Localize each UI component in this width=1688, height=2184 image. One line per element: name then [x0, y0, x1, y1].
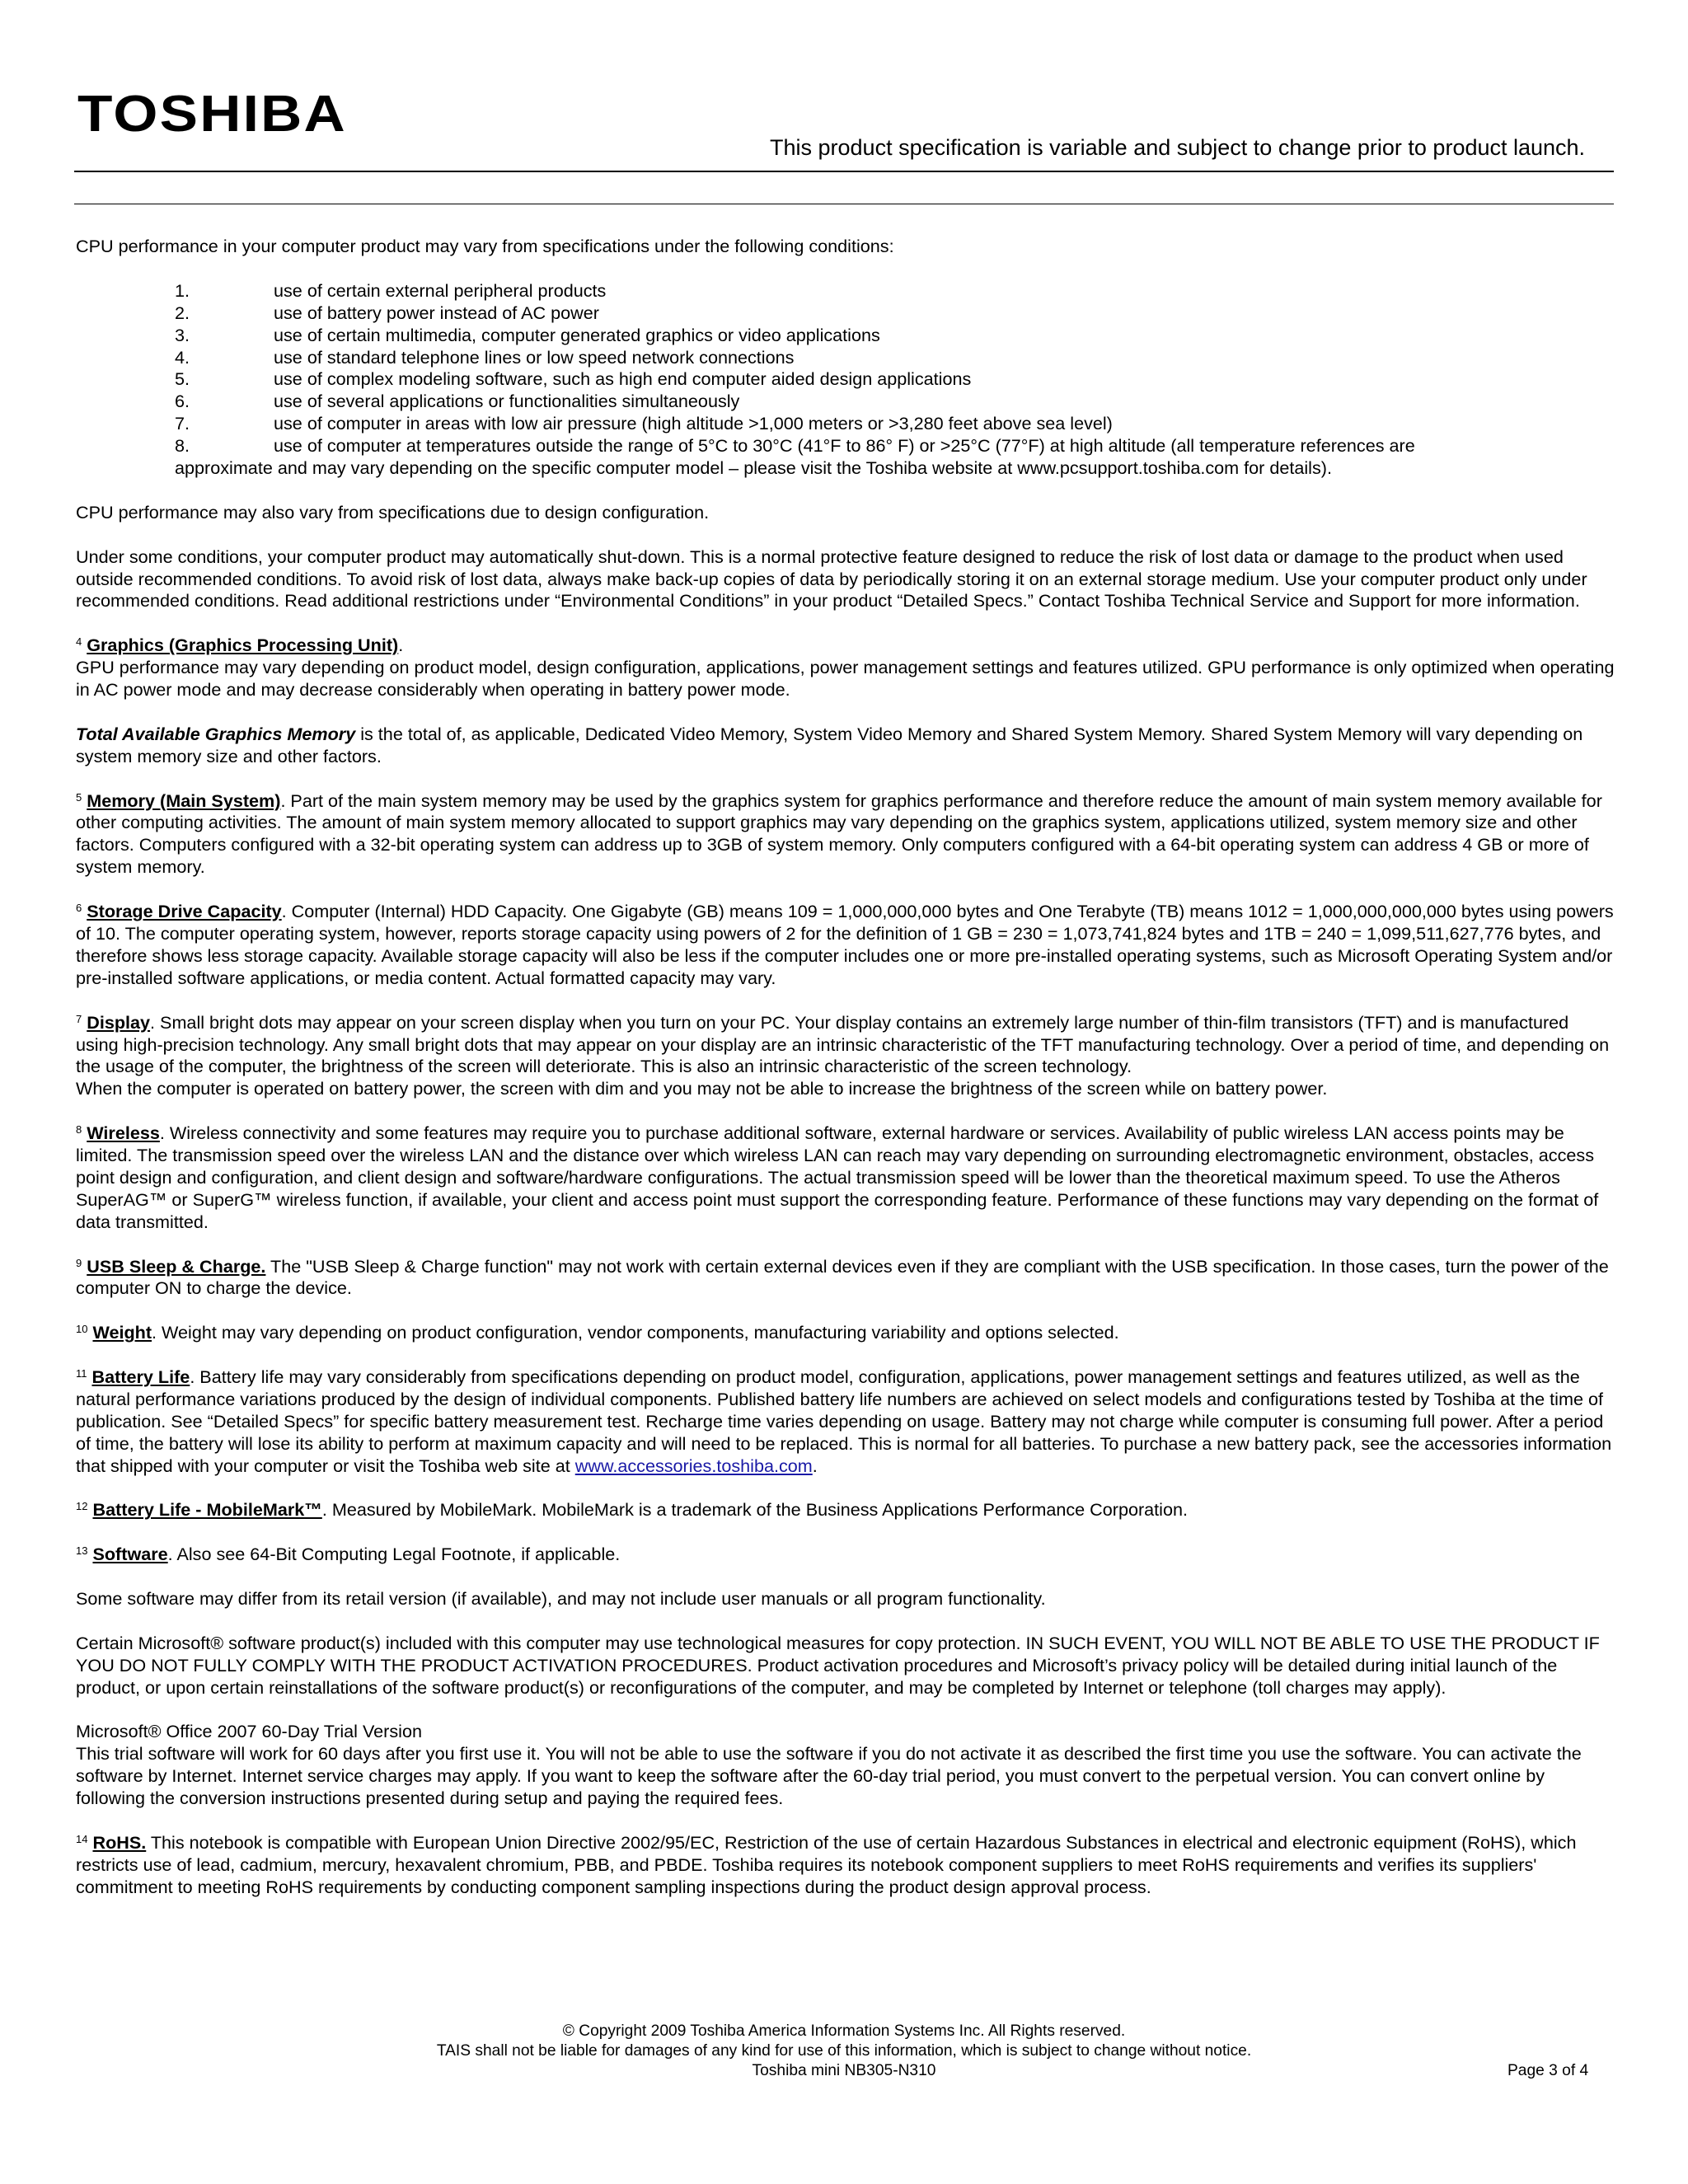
- list-text: use of battery power instead of AC power: [274, 302, 599, 323]
- footnote-heading: Battery Life: [91, 1366, 190, 1388]
- footnote-number: 6: [76, 902, 82, 915]
- footnote-body: . Also see 64-Bit Computing Legal Footnote, if applicable.: [167, 1544, 621, 1565]
- wireless-footnote: [76, 1122, 1615, 1234]
- list-item: [76, 391, 1615, 413]
- shutdown-note: Under some conditions, your computer product may automatically shut-down. This is a normal protective feature designed to reduce the risk of lost data or damage to the product when used outside recommended conditions. To avoid risk of lost data, always make back-up copies of data by periodically storing it on an external storage medium. Use your computer product only under recommended conditions. Read additional restrictions under “Environmental Conditions” in your product “Detailed Specs.” Contact Toshiba Technical Service and Support for more information.: [76, 546, 1587, 612]
- list-text: use of certain multimedia, computer generated graphics or video applications: [274, 324, 880, 345]
- list-number: 5.: [175, 368, 190, 390]
- disclaimer-line: TAIS shall not be liable for damages of any kind for use of this information, which is subject to change without notice.: [436, 2042, 1252, 2060]
- document-body: [76, 236, 1615, 1921]
- footnote-heading: RoHS.: [92, 1831, 147, 1853]
- toshiba-logo: TOSHIBA: [77, 86, 347, 143]
- footnote-heading: Wireless: [87, 1122, 160, 1144]
- footnote-punct: .: [812, 1455, 818, 1476]
- footnote-heading: USB Sleep & Charge.: [87, 1255, 266, 1277]
- list-number: 1.: [175, 279, 190, 301]
- footnote-body: This notebook is compatible with European Union Directive 2002/95/EC, Restriction of the use of certain Hazardous Substances in electrical and electronic equipment (RoHS), which restricts use of lead, cadmium, mercury, hexavalent chromium, PBB, and PBDE. Toshiba requires its notebook component suppliers to meet RoHS requirements and verifies its suppliers' commitment to meeting RoHS requirements by conducting component sampling inspections during the product design approval process.: [76, 1831, 1577, 1897]
- display-footnote: [76, 1012, 1615, 1101]
- storage-footnote: [76, 901, 1615, 990]
- cpu-intro: CPU performance in your computer product may vary from specifications under the following conditions:: [76, 236, 894, 256]
- list-number: 8.: [175, 435, 190, 457]
- footnote-number: 14: [76, 1832, 88, 1845]
- battery-footnote: [76, 1366, 1615, 1478]
- list-text: use of standard telephone lines or low speed network connections: [274, 346, 795, 368]
- header-note: This product specification is variable and subject to change prior to product launch.: [770, 135, 1586, 160]
- list-number: 4.: [175, 346, 190, 368]
- footnote-number: 8: [76, 1123, 82, 1137]
- footnote-number: 13: [76, 1544, 88, 1558]
- list-item: [76, 435, 1615, 457]
- list-item: [76, 302, 1615, 325]
- trial-body: This trial software will work for 60 days after you first use it. You will not be able to use the software if you do not activate it as described the first time you use the software. You can activate the software by Internet. Internet service charges may apply. If you want to keep the software after the 60-day trial period, you must convert to the perpetual version. You can convert online by following the conversion instructions presented during setup and paying the required fees.: [76, 1743, 1582, 1809]
- office-trial-note: [76, 1721, 1615, 1810]
- software-footnote: [76, 1544, 1615, 1566]
- footnote-number: 11: [76, 1367, 87, 1380]
- footnote-body: . Weight may vary depending on product configuration, vendor components, manufacturing variability and options selected.: [152, 1322, 1119, 1343]
- memory-footnote: [76, 790, 1615, 879]
- list-number: 6.: [175, 391, 190, 412]
- footnote-number: 7: [76, 1012, 82, 1025]
- footnote-heading: Graphics (Graphics Processing Unit): [87, 635, 399, 656]
- list-number: 3.: [175, 324, 190, 345]
- cpu-conditions-list: [76, 280, 1615, 480]
- footnote-heading: Battery Life - MobileMark™: [92, 1499, 322, 1521]
- term-label: Total Available Graphics Memory: [76, 723, 356, 744]
- copyright-line: © Copyright 2009 Toshiba America Information Systems Inc. All Rights reserved.: [562, 2022, 1126, 2040]
- list-text: use of computer in areas with low air pressure (high altitude >1,000 meters or >3,280 feet above sea level): [274, 413, 1113, 434]
- footnote-heading: Weight: [92, 1322, 152, 1343]
- footnote-number: 5: [76, 790, 82, 804]
- rohs-footnote: [76, 1832, 1615, 1899]
- list-number: 7.: [175, 413, 190, 434]
- mobilemark-footnote: [76, 1499, 1615, 1521]
- footnote-body: GPU performance may vary depending on product model, design configuration, applications, power management settings and features utilized. GPU performance is only optimized when operating in AC power mode and may decrease considerably when operating in battery power mode.: [76, 657, 1615, 701]
- list-item: [76, 325, 1615, 347]
- list-number: 2.: [175, 302, 190, 323]
- list-text: use of certain external peripheral products: [274, 279, 607, 301]
- cpu-design-note: CPU performance may also vary from specifications due to design configuration.: [76, 501, 710, 523]
- footnote-heading: Memory (Main System): [87, 790, 281, 811]
- footnote-number: 10: [76, 1323, 88, 1336]
- usb-footnote: [76, 1256, 1615, 1301]
- footnote-heading: Storage Drive Capacity: [87, 901, 282, 922]
- list-text: use of complex modeling software, such as high end computer aided design applications: [274, 368, 972, 390]
- footnote-body: . Battery life may vary considerably from specifications depending on product model, configuration, applications, power management settings and features utilized, as well as the natural performance variations produced by the design of individual components. Published battery life numbers are achieved on select models and configurations tested by Toshiba at the time of publication. See “Detailed Specs” for specific battery measurement test. Recharge time varies depending on usage. Battery may not charge while computer is consuming full power. After a period of time, the battery will lose its ability to perform at maximum capacity and will need to be replaced. This is normal for all batteries. To purchase a new battery pack, see the accessories information that shipped with your computer or visit the Toshiba web site at: [76, 1366, 1612, 1476]
- footnote-body: . Measured by MobileMark. MobileMark is a trademark of the Business Applications Performance Corporation.: [321, 1499, 1188, 1521]
- list-item: [76, 280, 1615, 302]
- list-text: use of several applications or functionalities simultaneously: [274, 391, 740, 412]
- header-rule: [74, 171, 1614, 172]
- footnote-number: 9: [76, 1256, 82, 1269]
- accessories-link[interactable]: www.accessories.toshiba.com: [574, 1455, 813, 1476]
- trial-title: Microsoft® Office 2007 60-Day Trial Version: [76, 1721, 422, 1742]
- list-item: [76, 347, 1615, 369]
- footnote-body: . Small bright dots may appear on your screen display when you turn on your PC. Your display contains an extremely large number of thin-film transistors (TFT) and is manufactured using high-precision technology. Any small bright dots that may appear on your display are an intrinsic characteristic of the TFT manufacturing technology. Over a period of time, and depending on the usage of the computer, the brightness of the screen will deteriorate. This is also an intrinsic characteristic of the screen technology.: [76, 1011, 1610, 1077]
- footnote-heading: Software: [92, 1544, 168, 1565]
- footnote-body: The "USB Sleep & Charge function" may not work with certain external devices even if they are compliant with the USB specification. In those cases, turn the power of the computer ON to charge the device.: [76, 1255, 1609, 1299]
- footnote-body: . Part of the main system memory may be used by the graphics system for graphics performance and therefore reduce the amount of main system memory available for other computing activities. The amount of main system memory allocated to support graphics may vary depending on the graphics system, applications utilized, system memory size and other factors. Computers configured with a 32-bit operating system can address up to 3GB of system memory. Only computers configured with a 64-bit operating system can address 4 GB or more of system memory.: [76, 790, 1602, 878]
- software-activation-note: Certain Microsoft® software product(s) included with this computer may use technological measures for copy protection. IN SUCH EVENT, YOU WILL NOT BE ABLE TO USE THE PRODUCT IF YOU DO NOT FULLY COMPLY WITH THE PRODUCT ACTIVATION PROCEDURES. Product activation procedures and Microsoft’s privacy policy will be detailed during initial launch of the product, or upon certain reinstallations of the software product(s) or reconfigurations of the computer, and may be completed by Internet or telephone (toll charges may apply).: [76, 1632, 1600, 1698]
- footnote-body-2: When the computer is operated on battery power, the screen with dim and you may not be able to increase the brightness of the screen while on battery power.: [76, 1078, 1328, 1099]
- page-footer: [0, 2022, 1688, 2081]
- graphics-memory-note: [76, 724, 1615, 768]
- footnote-number: 12: [76, 1500, 88, 1513]
- term-body: is the total of, as applicable, Dedicated Video Memory, System Video Memory and Shared System Memory. Shared System Memory will vary depending on system memory size and other factors.: [76, 723, 1583, 766]
- list-text: use of computer at temperatures outside the range of 5°C to 30°C (41°F to 86° F) or >25°C (77°F) at high altitude (all temperature references are: [274, 435, 1415, 457]
- footnote-body: . Computer (Internal) HDD Capacity. One Gigabyte (GB) means 109 = 1,000,000,000 bytes and One Terabyte (TB) means 1012 = 1,000,000,000,000 bytes using powers of 10. The computer operating system, however, reports storage capacity using powers of 2 for the definition of 1 GB = 230 = 1,073,741,824 bytes and 1TB = 240 = 1,099,511,627,776 bytes, and therefore shows less storage capacity. Available storage capacity will also be less if the computer includes one or more pre-installed operating systems, such as Microsoft Operating System and/or pre-installed software applications, or media content. Actual formatted capacity may vary.: [76, 901, 1614, 988]
- graphics-footnote: [76, 635, 1615, 701]
- list-item-continuation: approximate and may vary depending on the specific computer model – please visit the Toshiba website at www.pcsupport.toshiba.com for details).: [175, 457, 1332, 479]
- model-line: Toshiba mini NB305-N310: [752, 2062, 936, 2079]
- footnote-number: 4: [76, 635, 82, 649]
- footnote-body: . Wireless connectivity and some features may require you to purchase additional software, external hardware or services. Availability of public wireless LAN access points may be limited. The transmission speed over the wireless LAN and the distance over which wireless LAN can reach may vary depending on surrounding electromagnetic environment, obstacles, access point design and configuration, and client design and software/hardware configurations. The actual transmission speed will be lower than the theoretical maximum speed. To use the Atheros SuperAG™ or SuperG™ wireless function, if available, your client and access point must support the corresponding feature. Performance of these functions may vary depending on the format of data transmitted.: [76, 1122, 1599, 1232]
- weight-footnote: [76, 1322, 1615, 1344]
- list-item: [76, 368, 1615, 391]
- software-retail-note: Some software may differ from its retail version (if available), and may not include user manuals or all program functionality.: [76, 1588, 1046, 1610]
- page-number: Page 3 of 4: [1507, 2062, 1589, 2079]
- footnote-heading: Display: [87, 1011, 151, 1033]
- footnote-punct: .: [398, 635, 404, 656]
- list-item: [76, 413, 1615, 435]
